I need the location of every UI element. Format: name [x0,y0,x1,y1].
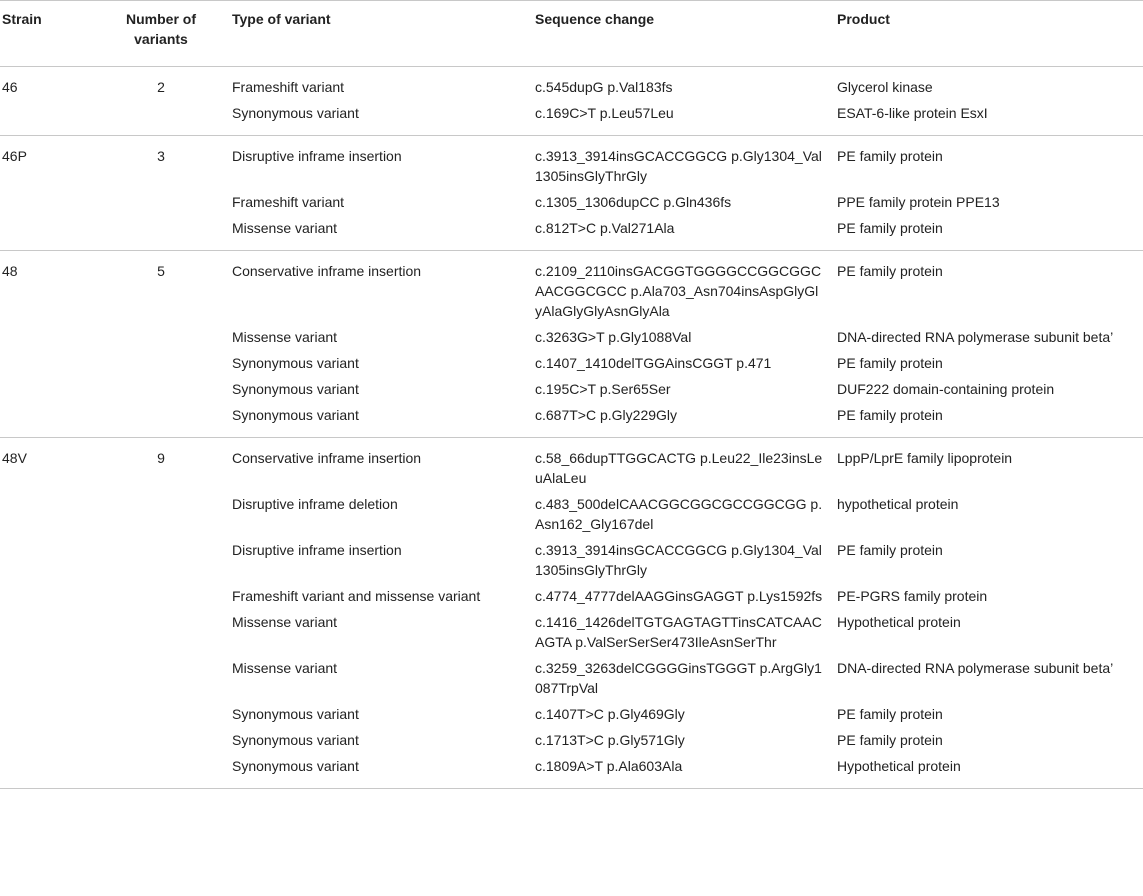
strain-cell [0,727,96,753]
variant-type-cell: Frameshift variant [232,79,345,95]
sequence-change-cell: c.195C>T p.Ser65Ser [535,381,671,397]
variant-count-cell [96,100,226,136]
sequence-change-cell: c.2109_2110insGACGGTGGGGCCGGCGGCAACGGCGCC p.Ala703_Asn704insAspGlyGlyAlaGlyGlyAsnGlyAla [535,263,822,319]
table-row [0,583,1143,609]
table-row [0,100,1143,136]
sequence-change-cell: c.1305_1306dupCC p.Gln436fs [535,194,732,210]
sequence-change-cell: c.483_500delCAACGGCGGCGCCGGCGG p.Asn162_Gly167del [535,496,823,532]
strain-cell [0,701,96,727]
sequence-change-cell: c.687T>C p.Gly229Gly [535,407,678,423]
strain-cell [0,376,96,402]
product-cell: hypothetical protein [837,496,959,512]
strain-cell [0,350,96,376]
strain-group [0,136,1143,251]
sequence-change-cell: c.3263G>T p.Gly1088Val [535,329,692,345]
sequence-change-cell: c.1407_1410delTGGAinsCGGT p.471 [535,355,772,371]
product-cell: LppP/LprE family lipoprotein [837,450,1013,466]
strain-cell [0,537,96,583]
strain-cell: 46 [2,79,18,95]
variant-type-cell: Synonymous variant [232,732,359,748]
variant-count-cell [96,727,226,753]
variant-type-cell: Synonymous variant [232,758,359,774]
strain-cell: 48V [2,450,27,466]
variant-type-cell: Disruptive inframe insertion [232,542,402,558]
strain-cell: 48 [2,263,18,279]
table-row [0,753,1143,789]
sequence-change-cell: c.3913_3914insGCACCGGCG p.Gly1304_Val1305insGlyThrGly [535,542,822,578]
sequence-change-cell: c.1713T>C p.Gly571Gly [535,732,685,748]
product-cell: PE family protein [837,263,943,279]
strain-cell [0,215,96,251]
variant-type-cell: Missense variant [232,660,338,676]
variant-type-cell: Frameshift variant [232,194,345,210]
table-row [0,215,1143,251]
product-cell: DNA-directed RNA polymerase subunit beta’ [837,329,1114,345]
strain-group [0,438,1143,789]
strain-group [0,251,1143,438]
variant-type-cell: Frameshift variant and missense variant [232,588,481,604]
variant-type-cell: Missense variant [232,220,338,236]
variant-count-cell [96,324,226,350]
variant-count-cell [96,215,226,251]
variant-count-cell [96,491,226,537]
sequence-change-cell: c.4774_4777delAAGGinsGAGGT p.Lys1592fs [535,588,823,604]
product-cell: PE family protein [837,542,943,558]
strain-cell [0,100,96,136]
sequence-change-cell: c.58_66dupTTGGCACTG p.Leu22_Ile23insLeuAlaLeu [535,450,823,486]
table-row [0,350,1143,376]
table-row [0,376,1143,402]
variant-type-cell: Conservative inframe insertion [232,450,422,466]
sequence-change-cell: c.169C>T p.Leu57Leu [535,105,674,121]
variant-count-cell [96,189,226,215]
sequence-change-cell: c.1416_1426delTGTGAGTAGTTinsCATCAACAGTA p.ValSerSerSer473IleAsnSerThr [535,614,822,650]
strain-cell [0,655,96,701]
product-cell: Hypothetical protein [837,614,961,630]
header-product: Product [837,11,890,27]
strain-cell: 46P [2,148,27,164]
header-sequence-change: Sequence change [535,11,655,27]
strain-cell [0,609,96,655]
variant-count-cell [96,753,226,789]
table-row [0,655,1143,701]
variant-type-cell: Disruptive inframe insertion [232,148,402,164]
variant-type-cell: Missense variant [232,614,338,630]
product-cell: PPE family protein PPE13 [837,194,1000,210]
variant-type-cell: Disruptive inframe deletion [232,496,398,512]
header-number-of-variants: Number of variants [126,11,196,47]
strain-group [0,67,1143,136]
sequence-change-cell: c.1809A>T p.Ala603Ala [535,758,683,774]
table-row [0,537,1143,583]
table-row [0,67,1143,101]
variant-count-cell [96,376,226,402]
variant-count-cell [96,402,226,438]
product-cell: PE family protein [837,706,943,722]
sequence-change-cell: c.3259_3263delCGGGGinsTGGGT p.ArgGly1087TrpVal [535,660,822,696]
table-row [0,727,1143,753]
product-cell: PE family protein [837,148,943,164]
product-cell: PE family protein [837,732,943,748]
product-cell: DNA-directed RNA polymerase subunit beta’ [837,660,1114,676]
strain-cell [0,324,96,350]
variant-count-cell [96,609,226,655]
table-row [0,491,1143,537]
table-row [0,324,1143,350]
table-row [0,609,1143,655]
product-cell: PE family protein [837,355,943,371]
variant-count-cell [96,583,226,609]
variant-count-cell [96,655,226,701]
variant-type-cell: Synonymous variant [232,407,359,423]
product-cell: Glycerol kinase [837,79,933,95]
variant-count-cell: 5 [157,263,165,279]
product-cell: Hypothetical protein [837,758,961,774]
variant-type-cell: Synonymous variant [232,355,359,371]
variant-count-cell: 2 [157,79,165,95]
header-type-of-variant: Type of variant [232,11,331,27]
table-row [0,189,1143,215]
strain-cell [0,491,96,537]
strain-cell [0,402,96,438]
strain-cell [0,753,96,789]
product-cell: ESAT-6-like protein EsxI [837,105,988,121]
strain-cell [0,583,96,609]
variant-count-cell: 9 [157,450,165,466]
strain-cell [0,189,96,215]
variant-count-cell [96,701,226,727]
product-cell: PE family protein [837,407,943,423]
variant-count-cell [96,350,226,376]
table-row [0,701,1143,727]
variant-type-cell: Conservative inframe insertion [232,263,422,279]
table-row [0,136,1143,190]
variant-type-cell: Synonymous variant [232,105,359,121]
variant-type-cell: Missense variant [232,329,338,345]
variant-count-cell [96,537,226,583]
table-row [0,438,1143,492]
table-row [0,251,1143,325]
variant-type-cell: Synonymous variant [232,706,359,722]
product-cell: DUF222 domain-containing protein [837,381,1055,397]
header-row [0,1,1143,67]
variant-count-cell: 3 [157,148,165,164]
product-cell: PE-PGRS family protein [837,588,988,604]
header-strain: Strain [2,11,42,27]
sequence-change-cell: c.812T>C p.Val271Ala [535,220,675,236]
table-row [0,402,1143,438]
product-cell: PE family protein [837,220,943,236]
variant-type-cell: Synonymous variant [232,381,359,397]
sequence-change-cell: c.1407T>C p.Gly469Gly [535,706,685,722]
sequence-change-cell: c.545dupG p.Val183fs [535,79,673,95]
sequence-change-cell: c.3913_3914insGCACCGGCG p.Gly1304_Val1305insGlyThrGly [535,148,822,184]
